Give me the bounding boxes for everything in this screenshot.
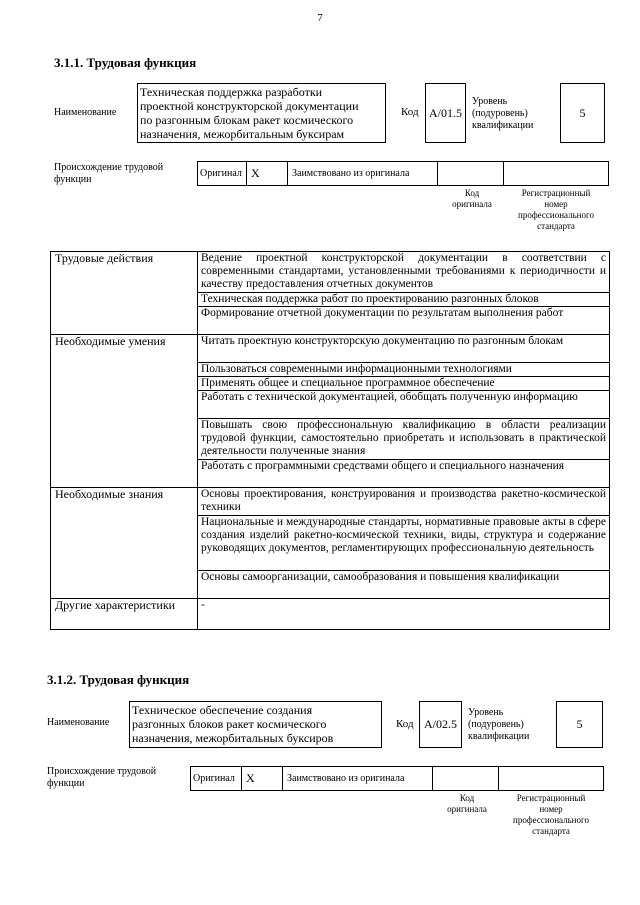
section-title-3-1-1: 3.1.1. Трудовая функция <box>54 55 197 70</box>
function-name-line: назначения, межорбитальным буксирам <box>140 127 345 141</box>
labor-actions-label: Трудовые действия <box>51 252 198 335</box>
origin-label: Происхождение трудовой функции <box>47 766 157 789</box>
skill-item: Пользоваться современными информационными технологиями <box>198 363 610 377</box>
level-value: 5 <box>556 701 603 748</box>
code-original-cell <box>432 766 499 791</box>
level-label: Уровень (подуровень) квалификации <box>468 707 530 742</box>
original-label: Оригинал <box>197 161 247 186</box>
reg-number-caption: Регистрационный номер профессионального стандарта <box>518 188 594 231</box>
table-row <box>51 335 610 363</box>
knowledge-label: Необходимые знания <box>51 488 198 599</box>
level-label: Уровень (подуровень) квалификации <box>472 96 534 131</box>
borrowed-label: Заимствовано из оригинала <box>287 161 438 186</box>
other-characteristics-label: Другие характеристики <box>51 599 198 630</box>
labor-action-item: Формирование отчетной документации по результатам выполнения работ <box>198 307 610 335</box>
function-name-line: Техническая поддержка разработки <box>140 85 323 99</box>
origin-row <box>197 161 609 186</box>
skill-item: Применять общее и специальное программное обеспечение <box>198 377 610 391</box>
function-name-line: назначения, межорбитальных буксиров <box>132 731 334 745</box>
function-name-line: разгонных блоков ракет космического <box>132 717 327 731</box>
code-original-cell <box>437 161 504 186</box>
borrowed-label: Заимствовано из оригинала <box>282 766 433 791</box>
original-mark: X <box>241 766 283 791</box>
code-value: А/01.5 <box>425 83 466 143</box>
name-label: Наименование <box>47 717 110 728</box>
page-number: 7 <box>317 12 323 24</box>
function-name-line: проектной конструкторской документации <box>140 99 359 113</box>
level-value: 5 <box>560 83 605 143</box>
table-row <box>51 252 610 293</box>
table-row <box>51 488 610 516</box>
code-original-caption: Код оригинала <box>452 188 492 209</box>
function-name-line: Техническое обеспечение создания <box>132 703 313 717</box>
function-name-line: по разгонным блокам ракет космического <box>140 113 354 127</box>
original-label: Оригинал <box>190 766 242 791</box>
other-characteristics-value: - <box>198 599 610 630</box>
labor-action-item: Техническая поддержка работ по проектированию разгонных блоков <box>198 293 610 307</box>
knowledge-item: Основы проектирования, конструирования и производства ракетно-космической техники <box>198 488 610 516</box>
knowledge-item: Национальные и международные стандарты, нормативные правовые акты в сфере создания изделий ракетно-космической техники, виды, структура и содержание руководящих документов, регламентирующих профессиональную деятельность <box>198 516 610 571</box>
labor-action-item: Ведение проектной конструкторской документации в соответствии с современными стандартами, установленными требованиями к периодичности и качеству предоставления отчетных документов <box>198 252 610 293</box>
code-label: Код <box>401 106 419 118</box>
reg-number-cell <box>503 161 609 186</box>
skill-item: Работать с технической документацией, обобщать полученную информацию <box>198 391 610 419</box>
skill-item: Читать проектную конструкторскую документацию по разгонным блокам <box>198 335 610 363</box>
code-value: А/02.5 <box>419 701 462 748</box>
skills-label: Необходимые умения <box>51 335 198 488</box>
section-title-3-1-2: 3.1.2. Трудовая функция <box>47 672 190 687</box>
reg-number-cell <box>498 766 604 791</box>
code-original-caption: Код оригинала <box>447 793 487 814</box>
knowledge-item: Основы самоорганизации, самообразования и повышения квалификации <box>198 571 610 599</box>
skill-item: Повышать свою профессиональную квалификацию в области реализации трудовой функции, самостоятельно приобретать и использовать в практической деятельности полученные знания <box>198 419 610 460</box>
function-name-box <box>137 83 386 143</box>
function-details-table <box>50 251 610 630</box>
skill-item: Работать с программными средствами общего и специального назначения <box>198 460 610 488</box>
reg-number-caption: Регистрационный номер профессионального стандарта <box>513 793 589 836</box>
table-row <box>51 599 610 630</box>
original-mark: X <box>246 161 288 186</box>
name-label: Наименование <box>54 107 117 118</box>
function-name-box <box>129 701 382 748</box>
origin-row <box>190 766 604 791</box>
origin-label: Происхождение трудовой функции <box>54 162 164 185</box>
code-label: Код <box>396 718 414 730</box>
